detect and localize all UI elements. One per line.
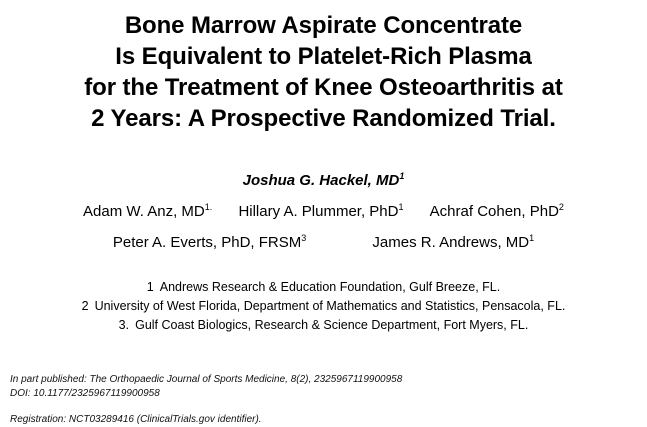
author-row-2	[0, 234, 647, 252]
paper-title	[0, 10, 647, 134]
affiliation	[0, 318, 647, 333]
author	[113, 234, 306, 252]
author-affiliation-mark: 1	[529, 233, 535, 243]
author-name: Hillary A. Plummer, PhD	[238, 203, 399, 220]
affiliation	[0, 280, 647, 295]
author-affiliation-mark: 3	[301, 233, 307, 243]
author-name: Peter A. Everts, PhD, FRSM	[112, 234, 302, 251]
author	[372, 234, 534, 252]
affiliation-text: University of West Florida, Department of Mathematics and Statistics, Pensacola, FL.	[94, 299, 566, 313]
author-name: Achraf Cohen, PhD	[429, 203, 559, 220]
title-line: 2 Years: A Prospective Randomized Trial.	[91, 105, 556, 132]
affiliation-text: Gulf Coast Biologics, Research & Science Department, Fort Myers, FL.	[135, 318, 529, 332]
affiliation-text: Andrews Research & Education Foundation, Gulf Breeze, FL.	[159, 280, 501, 294]
title-line: Bone Marrow Aspirate Concentrate	[124, 12, 523, 39]
author-row-1	[0, 203, 647, 221]
affiliation-number: 1	[146, 280, 154, 294]
author	[238, 203, 403, 221]
title-line: Is Equivalent to Platelet-Rich Plasma	[115, 43, 532, 70]
author	[430, 203, 564, 221]
affiliation-number: 2	[81, 299, 89, 313]
affiliation	[0, 299, 647, 314]
title-line: for the Treatment of Knee Osteoarthritis at	[84, 74, 563, 101]
affiliation-number: 3.	[118, 318, 130, 332]
author-name: James R. Andrews, MD	[372, 234, 530, 251]
lead-author-affiliation-mark: 1	[399, 171, 405, 181]
author-affiliation-mark: 1	[398, 202, 404, 212]
doi-note: DOI: 10.1177/2325967119900958	[10, 388, 160, 399]
author-affiliation-mark: 1.	[204, 202, 213, 212]
registration-note: Registration: NCT03289416 (ClinicalTrials.gov identifier).	[10, 414, 262, 425]
author	[83, 203, 212, 221]
lead-author-name: Joshua G. Hackel, MD	[242, 172, 400, 189]
author-affiliation-mark: 2	[558, 202, 564, 212]
publication-note: In part published: The Orthopaedic Journal of Sports Medicine, 8(2), 2325967119900958	[10, 374, 403, 385]
lead-author	[0, 172, 647, 190]
author-name: Adam W. Anz, MD	[83, 203, 205, 220]
